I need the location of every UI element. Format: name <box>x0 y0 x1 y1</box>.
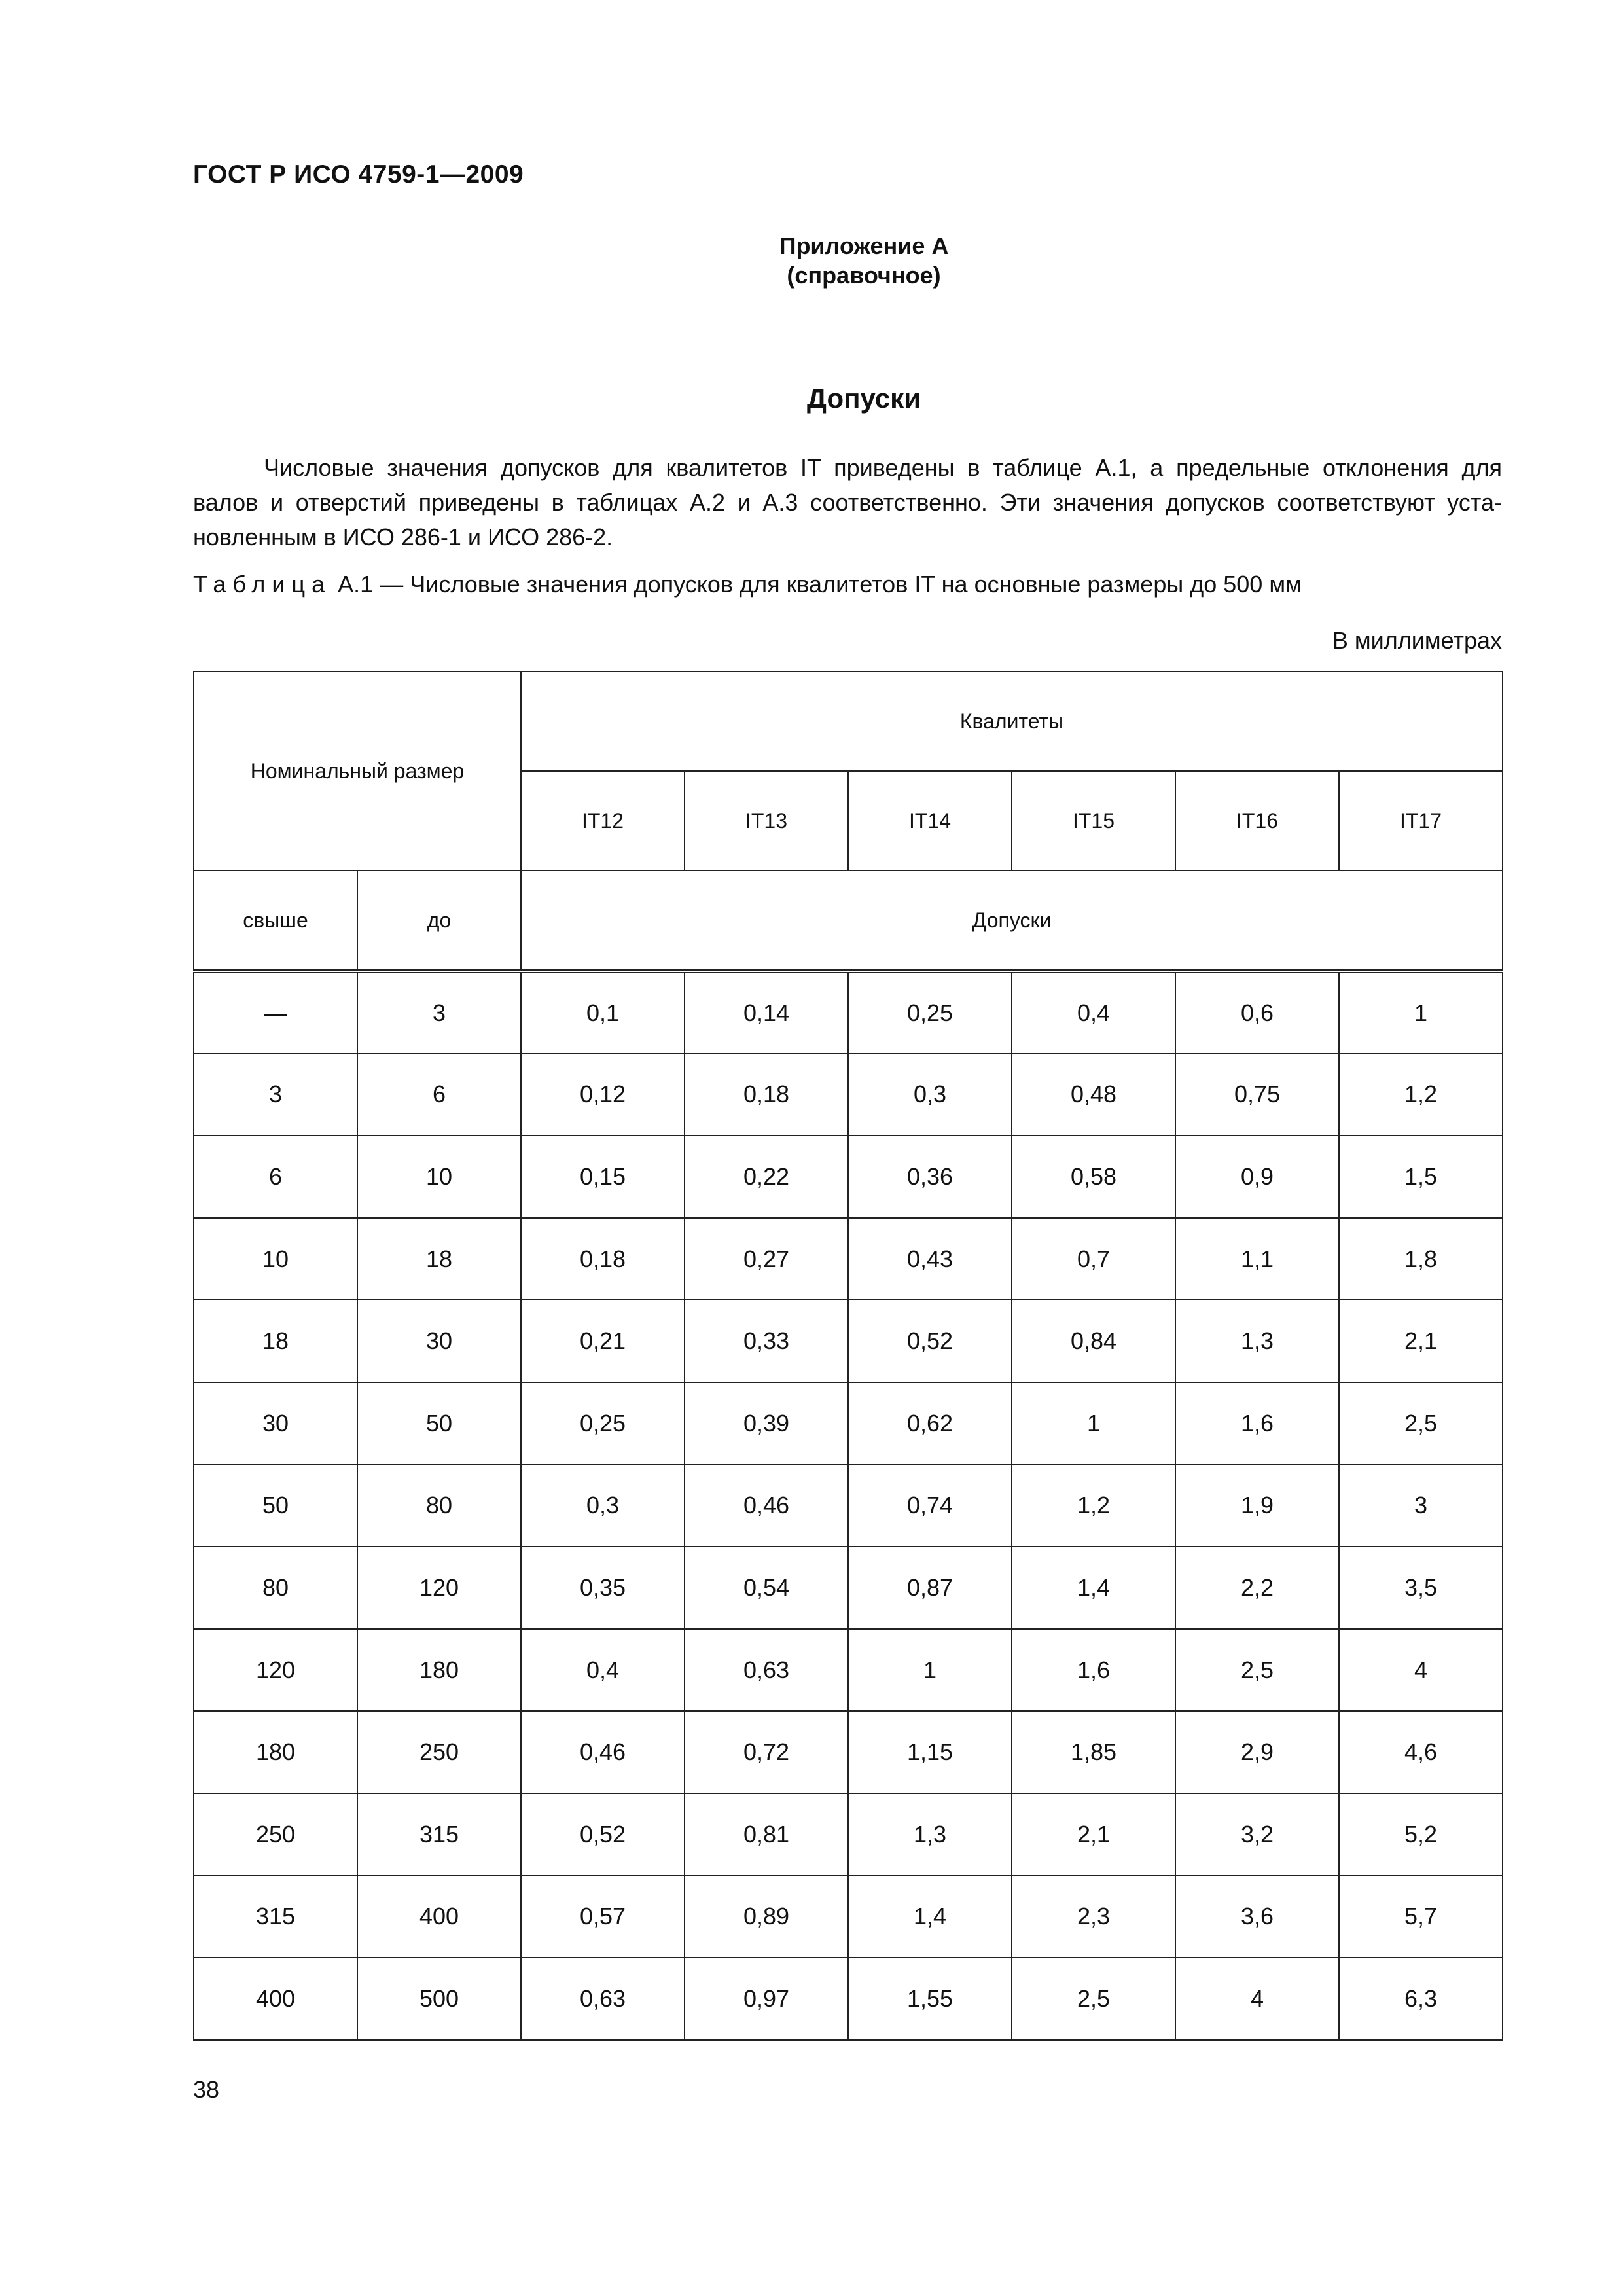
cell-upto: 10 <box>357 1136 521 1218</box>
cell-it13: 0,89 <box>685 1876 848 1958</box>
cell-it13: 0,72 <box>685 1711 848 1793</box>
cell-over: 6 <box>194 1136 357 1218</box>
cell-it15: 1,85 <box>1012 1711 1175 1793</box>
cell-it15: 1,2 <box>1012 1465 1175 1547</box>
cell-it16: 1,1 <box>1175 1218 1339 1300</box>
cell-it13: 0,63 <box>685 1629 848 1712</box>
table-row <box>194 1300 1503 1382</box>
header-grade-column: IT12 <box>521 771 685 870</box>
cell-it12: 0,18 <box>521 1218 685 1300</box>
cell-it15: 2,3 <box>1012 1876 1175 1958</box>
cell-it14: 0,25 <box>848 971 1012 1054</box>
cell-it15: 1,4 <box>1012 1547 1175 1629</box>
cell-it16: 3,6 <box>1175 1876 1339 1958</box>
cell-it13: 0,81 <box>685 1793 848 1876</box>
cell-upto: 315 <box>357 1793 521 1876</box>
appendix-kind: (справочное) <box>787 262 941 289</box>
table-row <box>194 1958 1503 2040</box>
header-nominal-size: Номинальный размер <box>194 672 521 870</box>
table-caption <box>193 571 1302 598</box>
cell-it13: 0,27 <box>685 1218 848 1300</box>
header-grade-column: IT16 <box>1175 771 1339 870</box>
table-row <box>194 1136 1503 1218</box>
cell-it14: 0,74 <box>848 1465 1012 1547</box>
cell-it17: 5,7 <box>1339 1876 1503 1958</box>
cell-over: 50 <box>194 1465 357 1547</box>
header-over: свыше <box>194 870 357 971</box>
cell-it16: 0,6 <box>1175 971 1339 1054</box>
cell-it17: 5,2 <box>1339 1793 1503 1876</box>
cell-it15: 0,58 <box>1012 1136 1175 1218</box>
table-row <box>194 1382 1503 1465</box>
cell-it12: 0,57 <box>521 1876 685 1958</box>
table-body <box>194 971 1503 2040</box>
cell-it17: 2,5 <box>1339 1382 1503 1465</box>
cell-it13: 0,46 <box>685 1465 848 1547</box>
page-number: 38 <box>193 2076 220 2103</box>
cell-it16: 3,2 <box>1175 1793 1339 1876</box>
cell-it17: 2,1 <box>1339 1300 1503 1382</box>
cell-upto: 30 <box>357 1300 521 1382</box>
cell-it17: 6,3 <box>1339 1958 1503 2040</box>
table-row <box>194 1711 1503 1793</box>
cell-it13: 0,39 <box>685 1382 848 1465</box>
cell-it13: 0,22 <box>685 1136 848 1218</box>
cell-it16: 2,5 <box>1175 1629 1339 1712</box>
cell-it12: 0,35 <box>521 1547 685 1629</box>
section-title: Допуски <box>807 383 921 414</box>
table-row <box>194 1793 1503 1876</box>
cell-it14: 1,55 <box>848 1958 1012 2040</box>
header-grade-column: IT13 <box>685 771 848 870</box>
cell-it13: 0,14 <box>685 971 848 1054</box>
cell-it17: 4 <box>1339 1629 1503 1712</box>
table-row <box>194 971 1503 1054</box>
cell-over: 400 <box>194 1958 357 2040</box>
cell-it12: 0,3 <box>521 1465 685 1547</box>
cell-it15: 2,1 <box>1012 1793 1175 1876</box>
intro-line: валов и отверстий приведены в таблицах А.2 и А.3 соответственно. Эти значения допусков соответствуют уста- <box>193 489 1502 516</box>
cell-it17: 1,2 <box>1339 1054 1503 1136</box>
table-row <box>194 1547 1503 1629</box>
cell-it12: 0,21 <box>521 1300 685 1382</box>
cell-over: 120 <box>194 1629 357 1712</box>
cell-it16: 2,9 <box>1175 1711 1339 1793</box>
cell-upto: 180 <box>357 1629 521 1712</box>
units-note: В миллиметрах <box>1332 627 1502 654</box>
cell-it16: 0,75 <box>1175 1054 1339 1136</box>
cell-upto: 250 <box>357 1711 521 1793</box>
cell-it12: 0,46 <box>521 1711 685 1793</box>
cell-it16: 4 <box>1175 1958 1339 2040</box>
cell-it12: 0,4 <box>521 1629 685 1712</box>
cell-it16: 0,9 <box>1175 1136 1339 1218</box>
cell-it14: 0,36 <box>848 1136 1012 1218</box>
table-caption-label: Таблица <box>193 571 332 598</box>
intro-line: новленным в ИСО 286-1 и ИСО 286-2. <box>193 524 613 550</box>
header-grade-column: IT15 <box>1012 771 1175 870</box>
cell-it14: 0,43 <box>848 1218 1012 1300</box>
cell-upto: 400 <box>357 1876 521 1958</box>
cell-it14: 1,15 <box>848 1711 1012 1793</box>
cell-it14: 0,3 <box>848 1054 1012 1136</box>
intro-line: Числовые значения допусков для квалитетов IT приведены в таблице А.1, а предельные отклонения для <box>264 454 1502 481</box>
cell-it13: 0,33 <box>685 1300 848 1382</box>
cell-upto: 500 <box>357 1958 521 2040</box>
cell-it15: 1,6 <box>1012 1629 1175 1712</box>
header-upto: до <box>357 870 521 971</box>
cell-upto: 80 <box>357 1465 521 1547</box>
header-grade-column: IT17 <box>1339 771 1503 870</box>
cell-it16: 2,2 <box>1175 1547 1339 1629</box>
cell-over: 30 <box>194 1382 357 1465</box>
cell-it14: 0,62 <box>848 1382 1012 1465</box>
cell-it12: 0,63 <box>521 1958 685 2040</box>
cell-it14: 0,52 <box>848 1300 1012 1382</box>
cell-it17: 1 <box>1339 971 1503 1054</box>
header-grades: Квалитеты <box>521 672 1503 771</box>
cell-it15: 0,7 <box>1012 1218 1175 1300</box>
cell-it13: 0,54 <box>685 1547 848 1629</box>
cell-it17: 3,5 <box>1339 1547 1503 1629</box>
cell-over: 3 <box>194 1054 357 1136</box>
cell-it17: 1,5 <box>1339 1136 1503 1218</box>
cell-it14: 0,87 <box>848 1547 1012 1629</box>
cell-it17: 4,6 <box>1339 1711 1503 1793</box>
table-row <box>194 1876 1503 1958</box>
table-caption-text: А.1 — Числовые значения допусков для квалитетов IT на основные размеры до 500 мм <box>338 571 1302 598</box>
cell-it14: 1,4 <box>848 1876 1012 1958</box>
cell-it16: 1,9 <box>1175 1465 1339 1547</box>
cell-it12: 0,52 <box>521 1793 685 1876</box>
cell-it15: 0,4 <box>1012 971 1175 1054</box>
cell-it15: 2,5 <box>1012 1958 1175 2040</box>
table-row <box>194 1054 1503 1136</box>
cell-it16: 1,6 <box>1175 1382 1339 1465</box>
header-grade-column: IT14 <box>848 771 1012 870</box>
cell-it15: 1 <box>1012 1382 1175 1465</box>
cell-upto: 120 <box>357 1547 521 1629</box>
cell-over: 18 <box>194 1300 357 1382</box>
table-row <box>194 1465 1503 1547</box>
cell-over: 180 <box>194 1711 357 1793</box>
intro-paragraph <box>193 450 1502 554</box>
cell-over: 80 <box>194 1547 357 1629</box>
table-row <box>194 1629 1503 1712</box>
cell-it14: 1,3 <box>848 1793 1012 1876</box>
cell-it16: 1,3 <box>1175 1300 1339 1382</box>
cell-it13: 0,97 <box>685 1958 848 2040</box>
cell-over: 10 <box>194 1218 357 1300</box>
cell-upto: 50 <box>357 1382 521 1465</box>
cell-over: 250 <box>194 1793 357 1876</box>
cell-it12: 0,1 <box>521 971 685 1054</box>
cell-over: 315 <box>194 1876 357 1958</box>
cell-it17: 1,8 <box>1339 1218 1503 1300</box>
cell-it12: 0,12 <box>521 1054 685 1136</box>
cell-it17: 3 <box>1339 1465 1503 1547</box>
cell-it12: 0,15 <box>521 1136 685 1218</box>
cell-upto: 18 <box>357 1218 521 1300</box>
cell-it14: 1 <box>848 1629 1012 1712</box>
cell-upto: 3 <box>357 971 521 1054</box>
cell-over: — <box>194 971 357 1054</box>
cell-it15: 0,48 <box>1012 1054 1175 1136</box>
cell-upto: 6 <box>357 1054 521 1136</box>
table-row <box>194 1218 1503 1300</box>
cell-it15: 0,84 <box>1012 1300 1175 1382</box>
cell-it12: 0,25 <box>521 1382 685 1465</box>
appendix-title: Приложение А <box>779 232 949 259</box>
cell-it13: 0,18 <box>685 1054 848 1136</box>
header-tolerances: Допуски <box>521 870 1503 971</box>
standard-code: ГОСТ Р ИСО 4759-1—2009 <box>193 160 524 188</box>
tolerance-table <box>193 671 1503 2041</box>
